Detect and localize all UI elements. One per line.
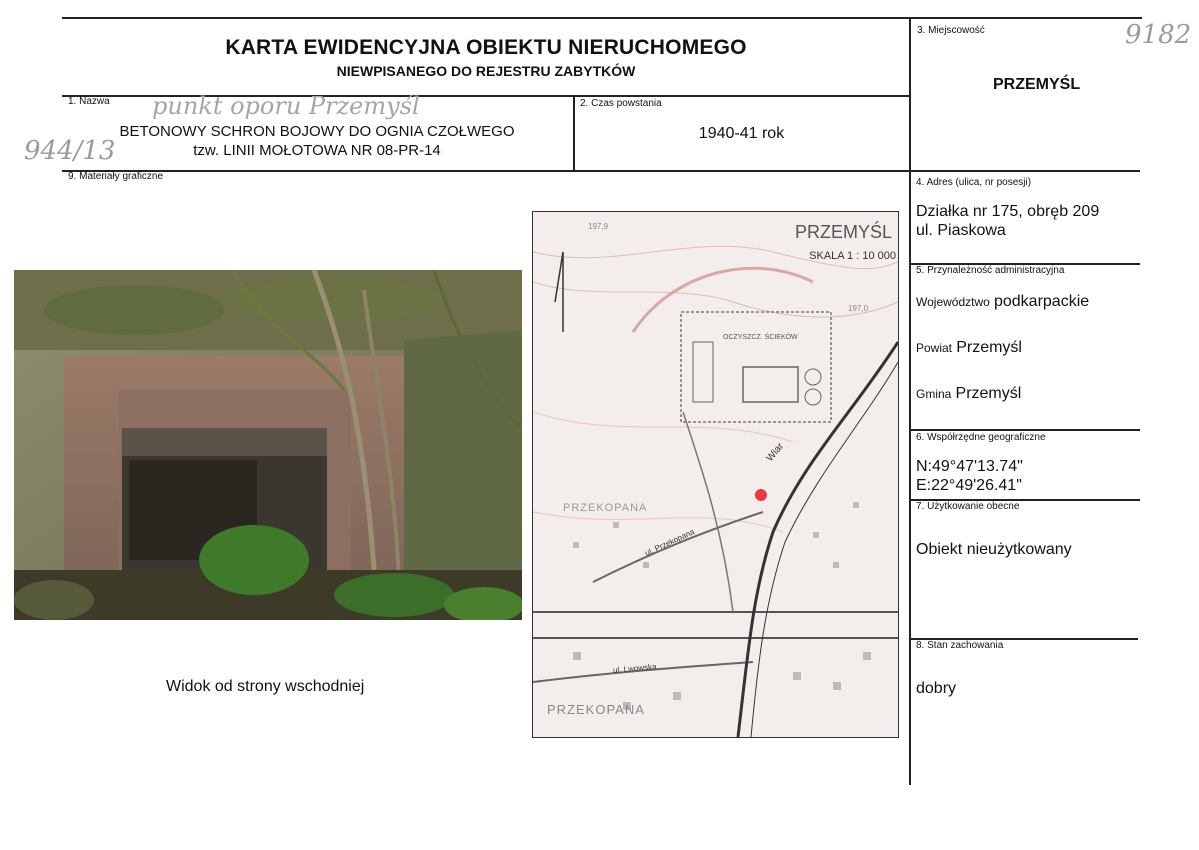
czas-powstania-value: 1940-41 rok (698, 125, 785, 142)
gmina-row (916, 385, 1021, 403)
bunker-photo (14, 270, 522, 620)
miejscowosc-value: PRZEMYŚL (993, 76, 1081, 93)
wojewodztwo-row (916, 293, 1089, 311)
rule-below-name (62, 170, 1140, 172)
stan-value: dobry (916, 680, 957, 697)
label-materialy-graficzne: 9. Materiały graficzne (68, 171, 164, 182)
nazwa-line2: tzw. LINII MOŁOTOWA NR 08-PR-14 (193, 142, 441, 159)
handwritten-card-number: 9182 (1125, 20, 1192, 50)
map-district-bottom: PRZEKOPANA (547, 702, 645, 717)
map-street-2: ul. Lwowska (612, 662, 657, 675)
wojewodztwo-key: Województwo (916, 295, 990, 309)
nazwa-line1: BETONOWY SCHRON BOJOWY DO OGNIA CZOŁWEGO (119, 123, 515, 140)
powiat-row (916, 339, 1022, 357)
adres-line2: ul. Piaskowa (916, 222, 1006, 239)
map-district-top: PRZEKOPANA (563, 502, 648, 514)
photo-caption: Widok od strony wschodniej (166, 678, 365, 695)
label-przynaleznosc: 5. Przynależność administracyjna (916, 265, 1065, 276)
wojewodztwo-value: podkarpackie (993, 293, 1090, 310)
powiat-key: Powiat (916, 341, 953, 355)
gmina-key: Gmina (916, 387, 952, 401)
vertical-divider-right (909, 17, 911, 785)
map-street-1: ul. Przekopana (643, 527, 696, 558)
handwritten-name-note: punkt oporu Przemyśl (152, 92, 420, 120)
label-nazwa: 1. Nazwa (68, 96, 110, 107)
map-elevation-1: 197,9 (588, 222, 609, 231)
top-rule (62, 17, 1142, 19)
label-czas-powstania: 2. Czas powstania (580, 98, 662, 109)
coord-n: N:49°47'13.74" (916, 458, 1023, 475)
label-miejscowosc: 3. Miejscowość (917, 25, 985, 36)
label-adres: 4. Adres (ulica, nr posesji) (916, 177, 1032, 188)
map-elevation-2: 197,0 (848, 304, 869, 313)
map-river-label: Wiar (764, 441, 787, 464)
label-uzytkowanie: 7. Użytkowanie obecne (916, 501, 1020, 512)
gmina-value: Przemyśl (955, 385, 1022, 402)
coord-e: E:22°49'26.41" (916, 477, 1022, 494)
map-facility-label: OCZYSZCZ. ŚCIEKÓW (723, 334, 798, 341)
powiat-value: Przemyśl (956, 339, 1022, 356)
map-scale: SKALA 1 : 10 000 (809, 250, 896, 262)
map-location-marker (755, 489, 767, 501)
label-wspolrzedne: 6. Współrzędne geograficzne (916, 432, 1046, 443)
handwritten-side-number: 944/13 (24, 136, 116, 166)
adres-line1: Działka nr 175, obręb 209 (916, 203, 1100, 220)
uzytkowanie-value: Obiekt nieużytkowany (916, 541, 1072, 558)
card-title: KARTA EWIDENCYJNA OBIEKTU NIERUCHOMEGO (225, 36, 747, 59)
card-subtitle: NIEWPISANEGO DO REJESTRU ZABYTKÓW (336, 63, 636, 79)
rule-section6 (909, 429, 1140, 431)
location-map (532, 211, 899, 738)
map-place-name: PRZEMYŚL (794, 222, 892, 242)
label-stan-zachowania: 8. Stan zachowania (916, 640, 1004, 651)
